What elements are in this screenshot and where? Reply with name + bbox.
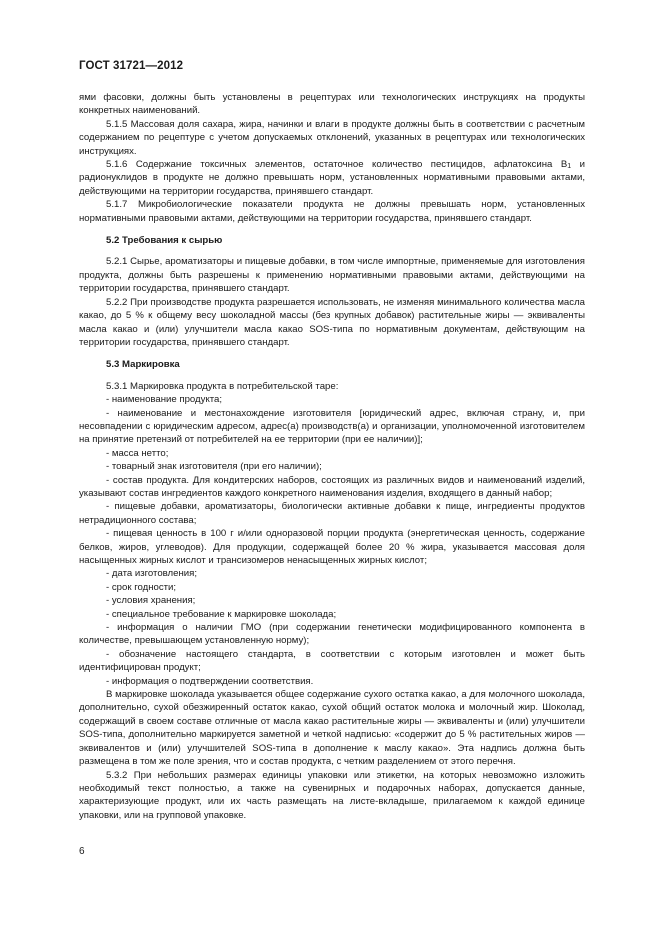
list-item: - дата изготовления; <box>106 568 197 580</box>
section-heading-5-2: 5.2 Требования к сырью <box>106 235 223 247</box>
list-item: - информация о наличии ГМО (при содержании генетически модифицированного компонента в количестве, превышающем установленную норму); <box>79 622 585 647</box>
paragraph-5-3-2: 5.3.2 При небольших размерах единицы упаковки или этикетки, на которых невозможно изложить необходимый текст полностью, а также на сувенирных и подарочных наборах, допускается данные, характеризующие продукт, или их часть размещать на листе-вкладыше, прилагаемом к каждой единице упаковки, или на групповой упаковке. <box>79 769 585 821</box>
paragraph-chocolate-marking: В маркировке шоколада указывается общее содержание сухого остатка какао, а для молочного шоколада, дополнительно, сухой обезжиренный остаток какао, сухой общий остаток молока и молочный жир. Шоколад, содержащий в своем составе отличные от масла какао растительные жиры — эквиваленты и (или) улучшители SOS-типа, дополнительно маркируется заметной и четкой надписью: «содержит до 5 % растительных жиров — эквивалентов и (или) улучшителей SOS-типа в дополнение к маслу какао». Эта надпись должна быть размещена в том же поле зрения, что и состав продукта, с четким разделением от этого перечня. <box>79 689 585 768</box>
list-item: - информация о подтверждении соответствия. <box>106 675 314 687</box>
paragraph-5-1-6 <box>79 158 585 198</box>
list-item: - пищевые добавки, ароматизаторы, биологически активные добавки к пище, ингредиенты продуктов нетрадиционного состава; <box>79 501 585 526</box>
list-item: - масса нетто; <box>106 447 169 459</box>
list-item: - обозначение настоящего стандарта, в соответствии с которым изготовлен и может быть идентифицирован продукт; <box>79 648 585 674</box>
paragraph-5-1-7: 5.1.7 Микробиологические показатели продукта не должны превышать норм, установленных нормативными правовыми актами, действующими на территории государства, принявшего стандарт. <box>79 199 585 224</box>
list-item: - состав продукта. Для кондитерских наборов, состоящих из различных видов и наименований изделий, указывают состав ингредиентов каждого конкретного наименования изделия, входящего в данный набор; <box>79 474 585 499</box>
paragraph: ями фасовки, должны быть установлены в рецептурах или технологических инструкциях на продукты конкретных наименований. <box>79 92 585 117</box>
list-item: - пищевая ценность в 100 г и/или одноразовой порции продукта (энергетическая ценность, содержание белков, жиров, углеводов). Для продукции, содержащей более 20 % жира, указывается массовая доля насыщенных жирных кислот и трансизомеров ненасыщенных жирных кислот; <box>79 528 585 566</box>
paragraph-5-2-2: 5.2.2 При производстве продукта разрешается использовать, не изменяя минимального количества масла какао, до 5 % к общему весу шоколадной массы (без крупных добавок) растительные жиры — эквиваленты масла какао и (или) улучшители масла какао SOS-типа по нормативным документам, действующим на территории государства, принявшего стандарт. <box>79 296 585 348</box>
section-heading-5-3: 5.3 Маркировка <box>106 359 180 371</box>
document-header: ГОСТ 31721—2012 <box>79 60 184 72</box>
list-item: - специальное требование к маркировке шоколада; <box>106 608 337 620</box>
paragraph-5-2-1: 5.2.1 Сырье, ароматизаторы и пищевые добавки, в том числе импортные, применяемые для изготовления продукта, должны быть разрешены к применению нормативными правовыми актами, действующими на территории государства, принявшего стандарт. <box>79 256 585 295</box>
document-body <box>79 91 585 822</box>
list-item: - наименование и местонахождение изготовителя [юридический адрес, включая страну, и, при несовпадении с юридическим адресом, адрес(а) производств(а) и организации, уполномоченной изготовителем на принятие претензий от потребителей на ее территории (при ее наличии)]; <box>79 407 585 446</box>
paragraph-text: 5.1.6 Содержание токсичных элементов, остаточное количество пестицидов, афлатоксина B <box>106 159 568 171</box>
paragraph-5-3-1: 5.3.1 Маркировка продукта в потребительской таре: <box>106 380 339 392</box>
page-number: 6 <box>79 846 85 857</box>
list-item: - условия хранения; <box>106 595 196 607</box>
list-item: - срок годности; <box>106 581 177 593</box>
list-item: - наименование продукта; <box>106 394 223 406</box>
subscript: 1 <box>567 163 572 171</box>
paragraph-text: и радионуклидов в продукте не должно превышать норм, установленных нормативными правовыми актами, действующими на территории государства, принявшего стандарт. <box>79 159 585 197</box>
list-item: - товарный знак изготовителя (при его наличии); <box>106 461 322 473</box>
paragraph-5-1-5: 5.1.5 Массовая доля сахара, жира, начинки и влаги в продукте должны быть в соответствии с расчетным содержанием по рецептуре с учетом допускаемых отклонений, указанных в рецептурах или технологических инструкциях. <box>79 118 585 157</box>
